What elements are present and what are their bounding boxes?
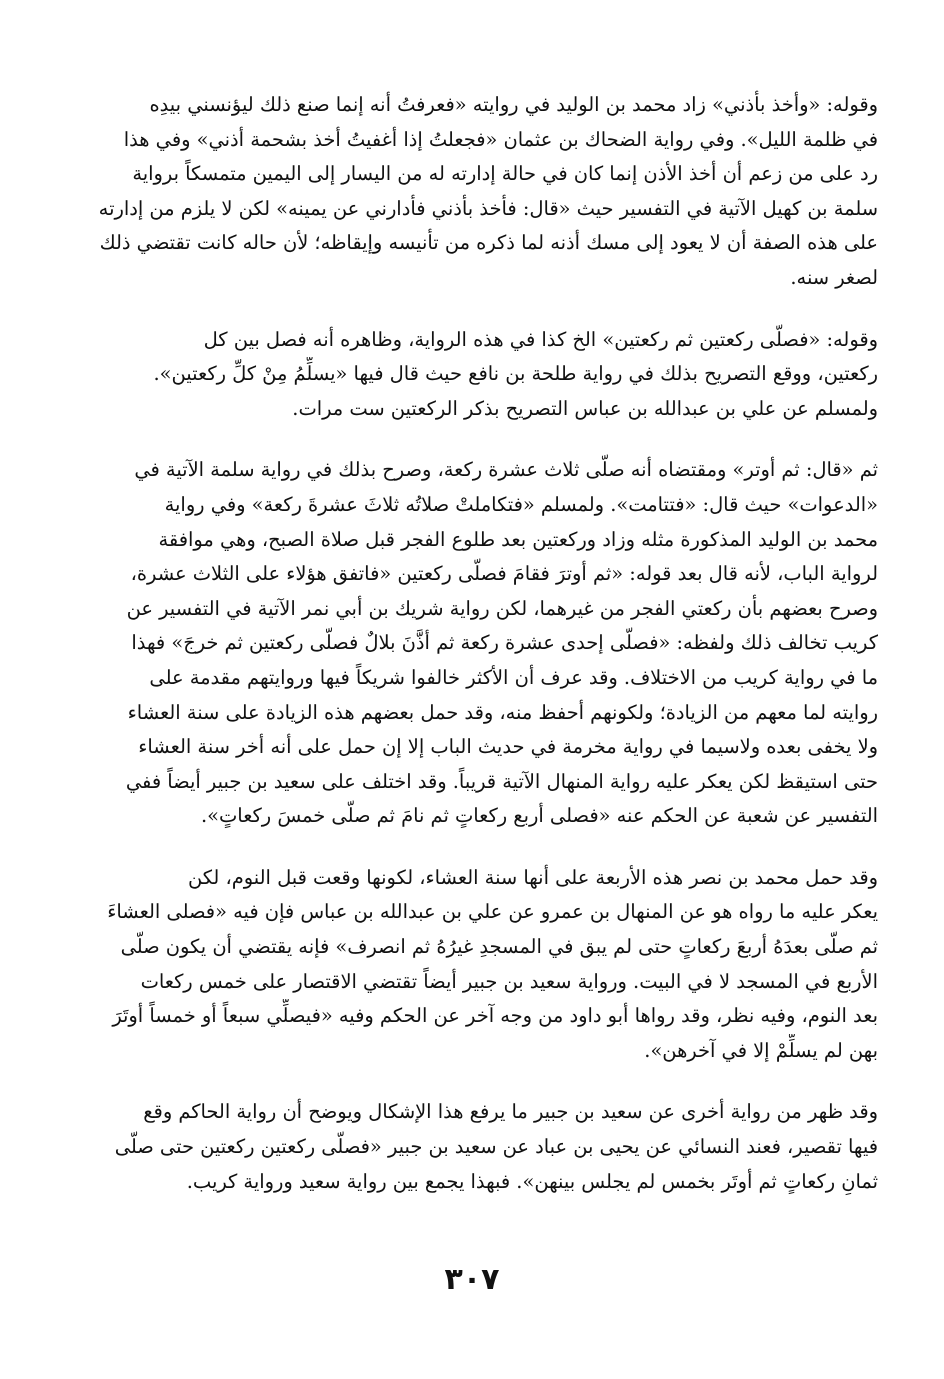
text-line: «الدعوات» حيث قال: «فتتامت». ولمسلم «فتكاملتْ صلاتُه ثلاثَ عشرةَ ركعة» وفي رواية [164, 492, 878, 516]
page-body [70, 88, 878, 1226]
text-line: بهن لم يسلِّمْ إلا في آخرهن». [644, 1038, 878, 1062]
text-line: ثمانِ ركعاتٍ ثم أوتَر بخمس لم يجلس بينهن». فبهذا يجمع بين رواية سعيد ورواية كريب. [186, 1169, 878, 1193]
text-line: روايته لما معهم من الزيادة؛ ولكونهم أحفظ منه، وقد حمل بعضهم هذه الزيادة على سنة العشاء [127, 700, 878, 724]
text-line: بعد النوم، وفيه نظر، وقد رواها أبو داود من وجه آخر عن الحكم وفيه «فيصلِّي سبعاً أو خمساً أوتَرَ [112, 1004, 878, 1028]
text-line: على هذه الصفة أن لا يعود إلى مسك أذنه لما ذكره من تأنيسه وإيقاظه؛ لأن حاله كانت تقتضي ذلك [99, 231, 878, 255]
paragraph [70, 453, 878, 834]
text-line: وقد حمل محمد بن نصر هذه الأربعة على أنها سنة العشاء، لكونها وقعت قبل النوم، لكن [187, 865, 878, 889]
text-line: فيها تقصير، فعند النسائي عن يحيى بن عباد عن سعيد بن جبير «فصلّى ركعتين ركعتين حتى صلّى [114, 1135, 878, 1159]
text-line: سلمة بن كهيل الآتية في التفسير حيث «قال: فأخذ بأذني فأدارني عن يمينه» لكن لا يلزم من إدارته [98, 196, 878, 220]
text-line: ولمسلم عن علي بن عبدالله بن عباس التصريح بذكر الركعتين ست مرات. [292, 396, 878, 420]
text-line: يعكر عليه ما رواه هو عن المنهال بن عمرو عن علي بن عبدالله بن عباس فإن فيه «فصلى العشاءَ [107, 900, 878, 924]
text-line: ما في رواية كريب من الاختلاف. وقد عرف أن الأكثر خالفوا شريكاً فيها وروايتهم مقدمة على [149, 665, 878, 689]
text-line: محمد بن الوليد المذكورة مثله وزاد وركعتين بعد طلوع الفجر قبل صلاة الصبح، وهي موافقة [158, 527, 878, 551]
text-line: كريب تخالف ذلك ولفظه: «فصلّى إحدى عشرة ركعة ثم أذَّنَ بلالٌ فصلّى ركعتين ثم خرجَ» فهذا [131, 631, 878, 655]
paragraph [70, 1095, 878, 1199]
text-line: رد على من زعم أن أخذ الأذن إنما كان في حالة إدارته له من اليسار إلى اليمين متمسكاً برواية [132, 162, 878, 186]
text-line: لصغر سنه. [790, 265, 878, 289]
text-line: ثم «قال: ثم أوتر» ومقتضاه أنه صلّى ثلاث عشرة ركعة، وصرح بذلك في رواية سلمة الآتية في [134, 458, 878, 482]
text-line: التفسير عن شعبة عن الحكم عنه «فصلى أربع ركعاتٍ ثم نامَ ثم صلّى خمسَ ركعاتٍ». [201, 804, 878, 828]
text-line: وصرح بعضهم بأن ركعتي الفجر من غيرهما، لكن رواية شريك بن أبي نمر الآتية في التفسير عن [126, 596, 878, 620]
page-number: ٣٠٧ [444, 1262, 500, 1297]
paragraph [70, 861, 878, 1069]
paragraph [70, 88, 878, 296]
text-line: وقوله: «فصلّى ركعتين ثم ركعتين» الخ كذا في هذه الرواية، وظاهره أنه فصل بين كل [203, 327, 878, 351]
text-line: ولا يخفى بعده ولاسيما في رواية مخرمة في حديث الباب إلا إن حمل على أنه أخر سنة العشاء [138, 735, 878, 759]
text-line: وقوله: «وأخذ بأذني» زاد محمد بن الوليد في روايته «فعرفتُ أنه إنما صنع ذلك ليؤنسني بيدِه [149, 93, 878, 116]
text-line: وقد ظهر من رواية أخرى عن سعيد بن جبير ما يرفع هذا الإشكال ويوضح أن رواية الحاكم وقع [143, 1100, 878, 1124]
text-line: حتى استيقظ لكن يعكر عليه رواية المنهال الآتية قريباً. وقد اختلف على سعيد بن جبير أيضاً ففي [125, 769, 878, 793]
text-line: ركعتين، ووقع التصريح بذلك في رواية طلحة بن نافع حيث قال فيها «يسلِّمُ مِنْ كلِّ ركعتين». [153, 362, 878, 386]
text-line: في ظلمة الليل». وفي رواية الضحاك بن عثمان «فجعلتُ إذا أغفيتُ أخذ بشحمة أذني» وفي هذا [123, 127, 878, 151]
text-line: لرواية الباب، لأنه قال بعد قوله: «ثم أوترَ فقامَ فصلّى ركعتين «فاتفق هؤلاء على الثلاث عشرة، [130, 562, 878, 586]
text-line: ثم صلّى بعدَهُ أربعَ ركعاتٍ حتى لم يبق في المسجدِ غيرُهُ ثم انصرف» فإنه يقتضي أن يكون صلّى [120, 935, 878, 959]
paragraph [70, 323, 878, 427]
text-line: الأربع في المسجد لا في البيت. ورواية سعيد بن جبير أيضاً تقتضي الاقتصار على خمس ركعات [140, 969, 878, 993]
